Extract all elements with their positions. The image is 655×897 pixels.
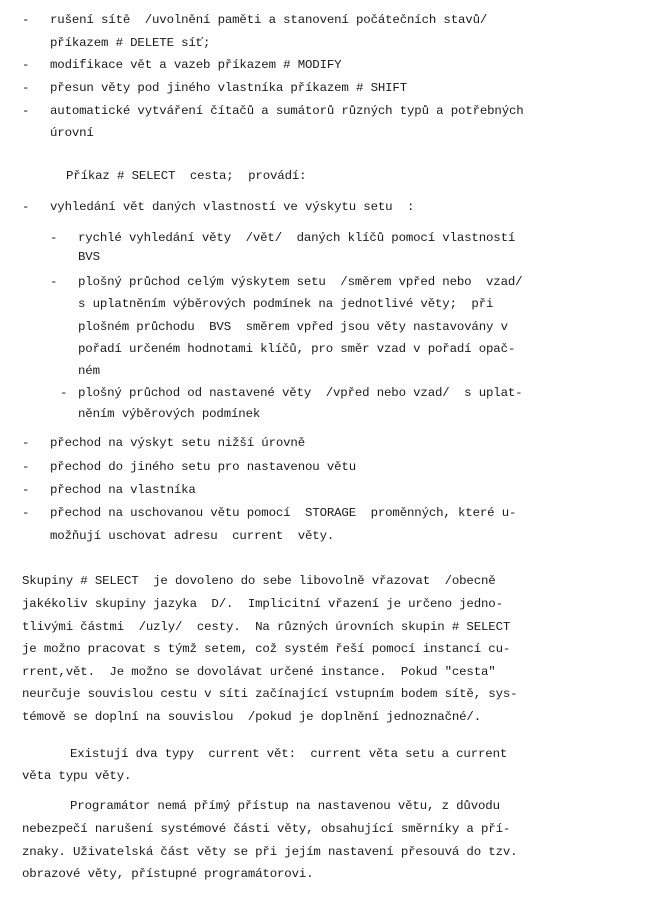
bullet-marker: -	[22, 436, 30, 450]
sub-item-line: plošném průchodu BVS směrem vpřed jsou věty nastavovány v	[78, 320, 508, 334]
list-item-line: automatické vytváření čítačů a sumátorů různých typů a potřebných	[50, 104, 524, 118]
sub-item-line: něním výběrových podmínek	[78, 407, 261, 421]
list-item-line: přechod na uschovanou větu pomocí STORAGE proměnných, které u-	[50, 506, 517, 520]
list-item-line: příkazem # DELETE síť;	[50, 36, 211, 50]
paragraph-line: nebezpečí narušení systémové části věty, obsahující směrníky a pří-	[22, 822, 511, 836]
paragraph-line: témově se doplní na souvislou /pokud je doplnění jednoznačné/.	[22, 710, 481, 724]
bullet-marker: -	[22, 13, 30, 27]
paragraph-line: neurčuje souvislou cestu v síti začínající vstupním bodem sítě, sys-	[22, 687, 518, 701]
list-item-line: přechod na výskyt setu nižší úrovně	[50, 436, 305, 450]
paragraph-line: Programátor nemá přímý přístup na nastavenou větu, z důvodu	[70, 799, 500, 813]
bullet-marker: -	[22, 58, 30, 72]
sub-bullet-marker: -	[50, 231, 58, 245]
sub-item-line: BVS	[78, 250, 100, 264]
bullet-marker: -	[22, 483, 30, 497]
bullet-marker: -	[22, 200, 30, 214]
list-item-line: možňují uschovat adresu current věty.	[50, 529, 335, 543]
list-item-line: modifikace vět a vazeb příkazem # MODIFY	[50, 58, 342, 72]
paragraph-line: obrazové věty, přístupné programátorovi.	[22, 867, 314, 881]
bullet-marker: -	[22, 460, 30, 474]
select-heading: Příkaz # SELECT cesta; provádí:	[66, 169, 307, 183]
sub-item-line: pořadí určeném hodnotami klíčů, pro směr vzad v pořadí opač-	[78, 342, 516, 356]
paragraph-line: je možno pracovat s týmž setem, což systém řeší pomocí instancí cu-	[22, 642, 511, 656]
list-item-line: úrovní	[50, 126, 94, 140]
bullet-marker: -	[22, 506, 30, 520]
bullet-marker: -	[22, 81, 30, 95]
sub-bullet-marker: -	[50, 275, 58, 289]
sub-item-line: rychlé vyhledání věty /vět/ daných klíčů pomocí vlastností	[78, 231, 516, 245]
paragraph-line: věta typu věty.	[22, 769, 132, 783]
paragraph-line: rrent,vět. Je možno se dovolávat určené instance. Pokud "cesta"	[22, 665, 496, 679]
paragraph-line: tlivými částmi /uzly/ cesty. Na různých úrovních skupin # SELECT	[22, 620, 511, 634]
list-item-line: rušení sítě /uvolnění paměti a stanovení počátečních stavů/	[50, 13, 488, 27]
sub-item-line: plošný průchod od nastavené věty /vpřed nebo vzad/ s uplat-	[78, 386, 523, 400]
paragraph-line: jakékoliv skupiny jazyka D/. Implicitní vřazení je určeno jedno-	[22, 597, 503, 611]
list-item-line: přesun věty pod jiného vlastníka příkazem # SHIFT	[50, 81, 407, 95]
paragraph-line: Skupiny # SELECT je dovoleno do sebe libovolně vřazovat /obecně	[22, 574, 496, 588]
sub-bullet-marker: -	[60, 386, 68, 400]
list-item-line: přechod na vlastníka	[50, 483, 196, 497]
sub-item-line: plošný průchod celým výskytem setu /směrem vpřed nebo vzad/	[78, 275, 523, 289]
paragraph-line: Existují dva typy current vět: current věta setu a current	[70, 747, 508, 761]
list-item-line: přechod do jiného setu pro nastavenou větu	[50, 460, 356, 474]
paragraph-line: znaky. Uživatelská část věty se při jejím nastavení přesouvá do tzv.	[22, 845, 518, 859]
bullet-marker: -	[22, 104, 30, 118]
sub-item-line: s uplatněním výběrových podmínek na jednotlivé věty; při	[78, 297, 494, 311]
list-item-line: vyhledání vět daných vlastností ve výskytu setu :	[50, 200, 415, 214]
sub-item-line: ném	[78, 364, 100, 378]
